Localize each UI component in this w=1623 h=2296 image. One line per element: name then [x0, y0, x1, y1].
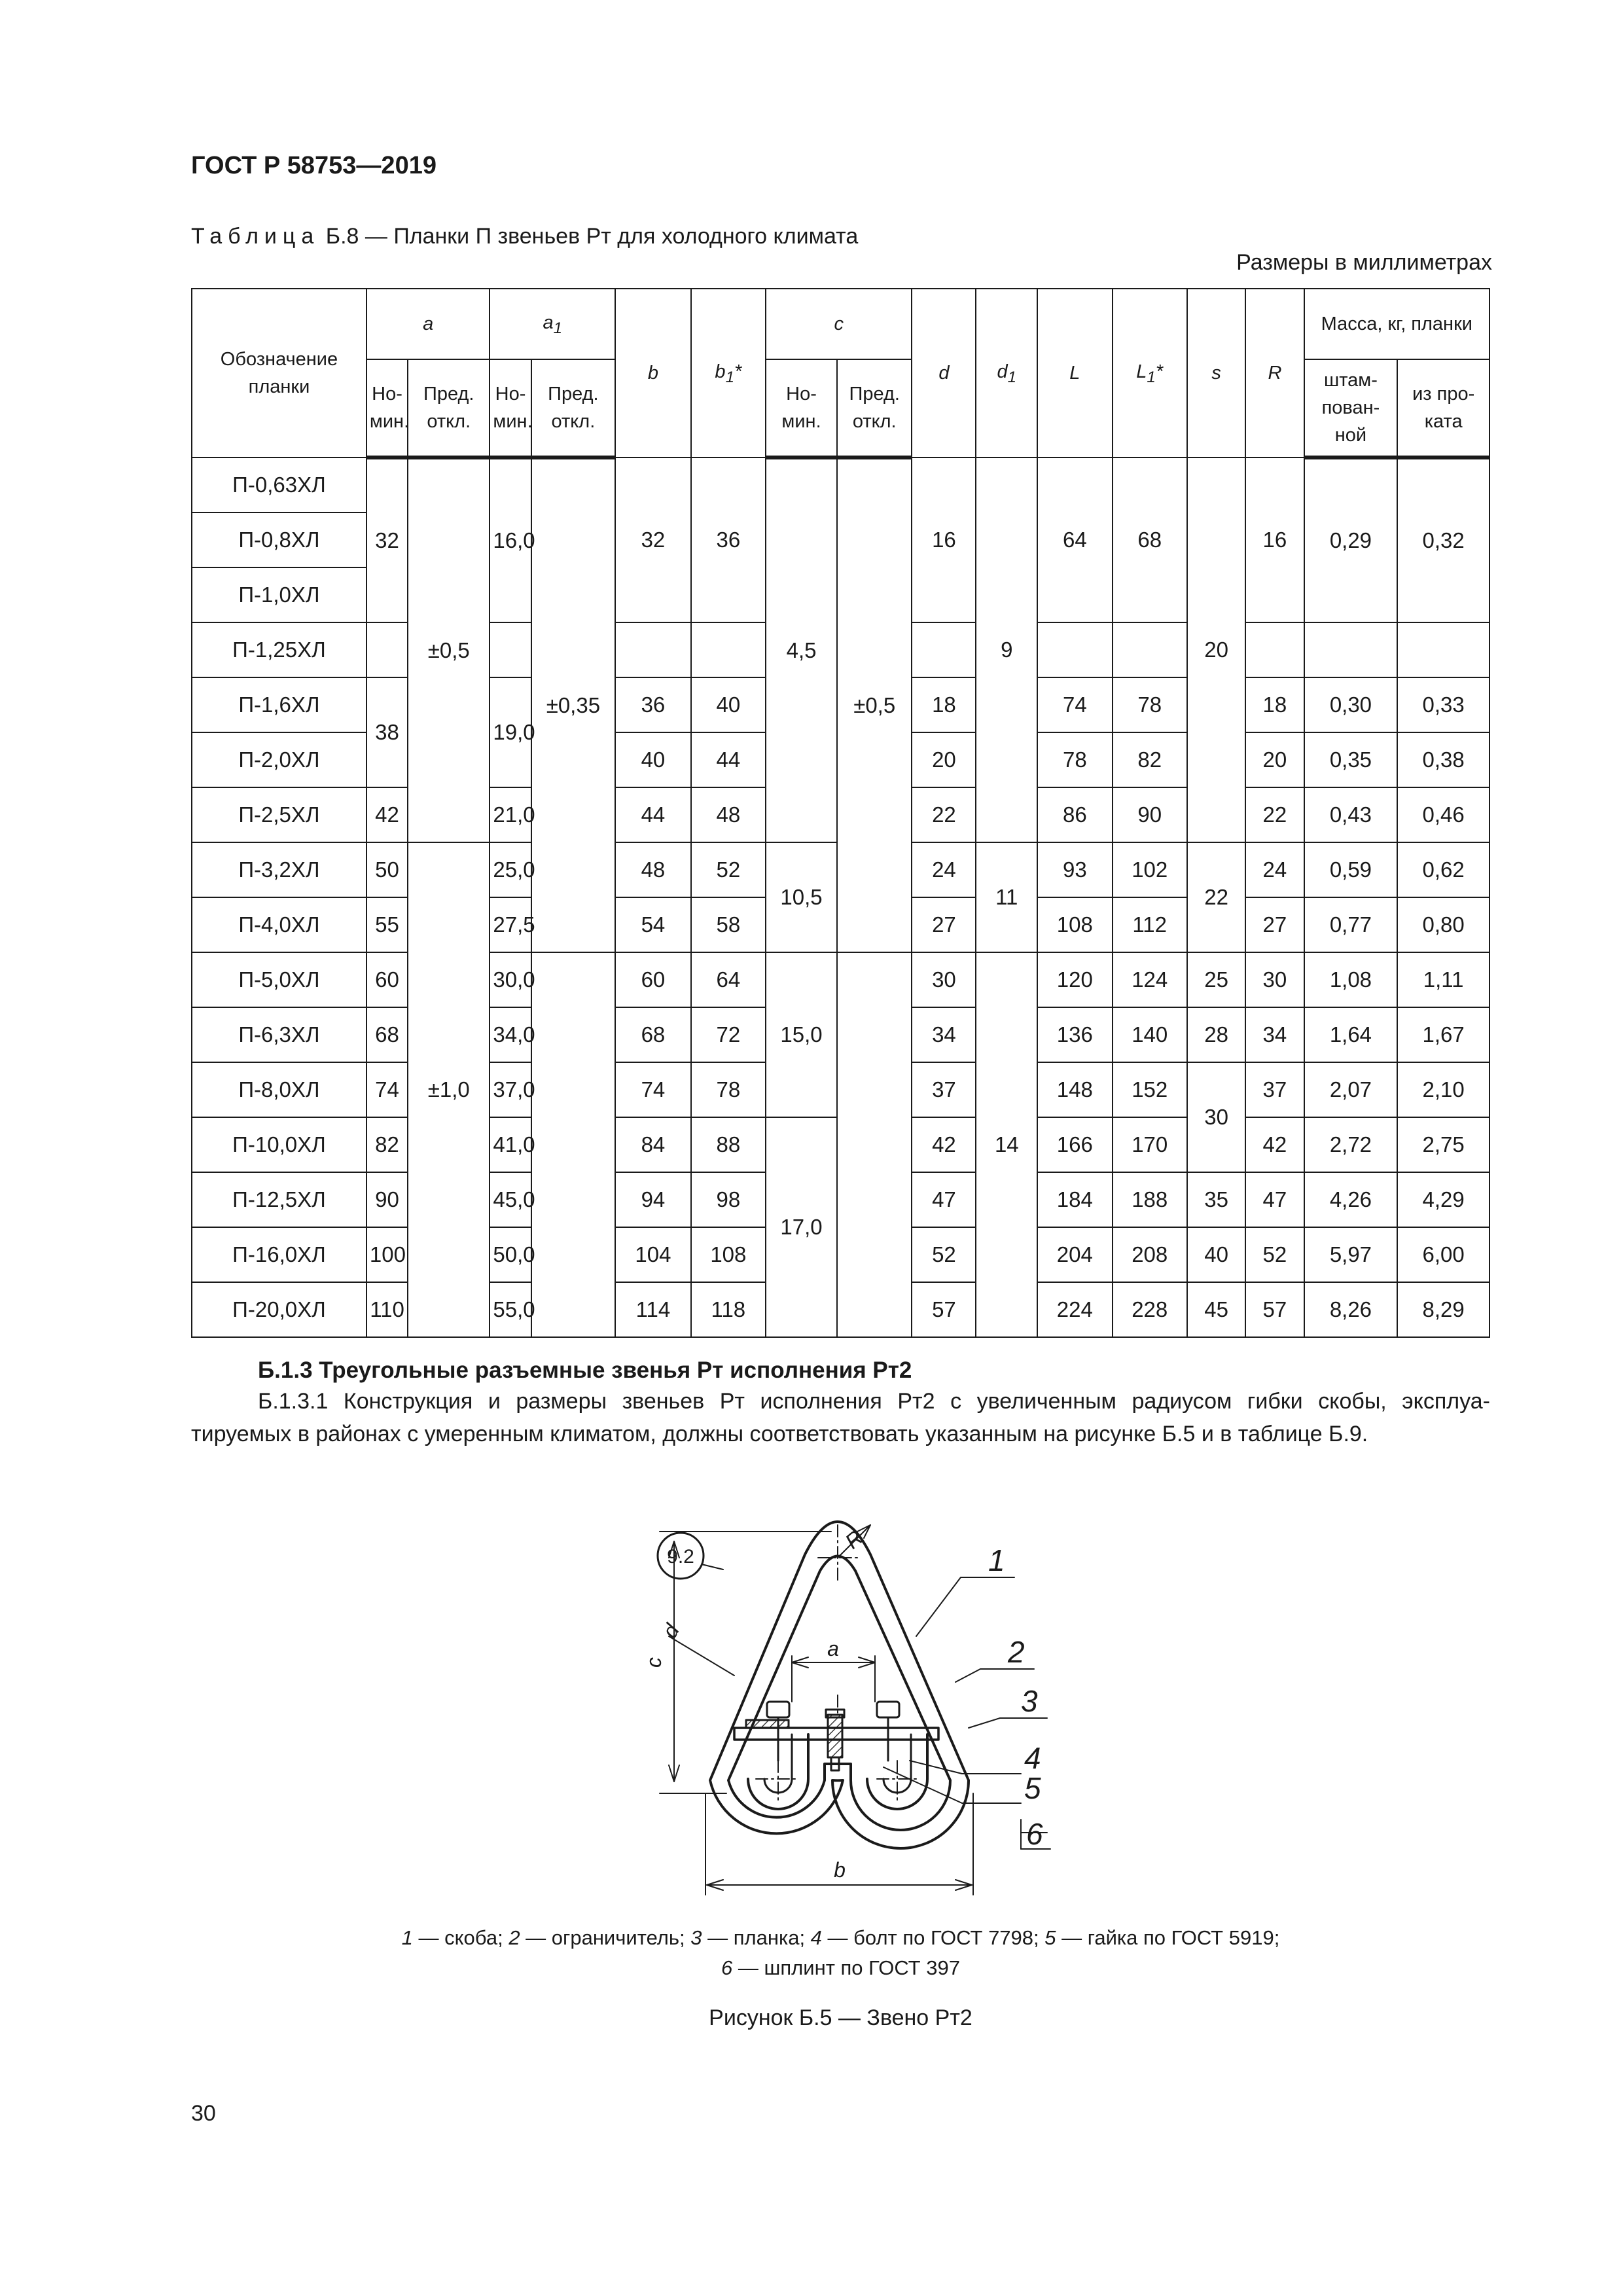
- table-cell: П-3,2ХЛ: [192, 842, 366, 897]
- table-cell: П-2,0ХЛ: [192, 732, 366, 787]
- table-cell: 40: [691, 677, 766, 732]
- table-cell: 5,97: [1304, 1227, 1398, 1282]
- table-cell: 112: [1113, 897, 1187, 952]
- table-cell: 88: [691, 1117, 766, 1172]
- table-cell: П-8,0ХЛ: [192, 1062, 366, 1117]
- table-cell: 102: [1113, 842, 1187, 897]
- table-cell: 34: [912, 1007, 976, 1062]
- table-cell: 30: [1245, 952, 1304, 1007]
- table-cell: 208: [1113, 1227, 1187, 1282]
- header-L: L: [1037, 289, 1112, 457]
- table-cell: 44: [615, 787, 690, 842]
- table-caption-prefix: Таблица: [191, 224, 320, 249]
- units-note: Размеры в миллиметрах: [1236, 250, 1492, 275]
- table-caption-title: Планки П звеньев Рт для холодного климата: [393, 224, 859, 249]
- table-cell: 82: [366, 1117, 408, 1172]
- table-cell: [837, 952, 912, 1337]
- table-cell: П-5,0ХЛ: [192, 952, 366, 1007]
- table-cell: 6,00: [1397, 1227, 1489, 1282]
- table-cell: 0,30: [1304, 677, 1398, 732]
- table-cell: 37: [1245, 1062, 1304, 1117]
- table-cell: 34: [1245, 1007, 1304, 1062]
- table-cell: 204: [1037, 1227, 1112, 1282]
- table-cell: П-12,5ХЛ: [192, 1172, 366, 1227]
- table-cell: 45,0: [490, 1172, 531, 1227]
- table-cell: 1,67: [1397, 1007, 1489, 1062]
- table-cell: 58: [691, 897, 766, 952]
- dim-R-label: R: [840, 1525, 868, 1554]
- section-paragraph: [191, 1385, 1490, 1450]
- table-caption: [191, 224, 858, 249]
- table-cell: П-1,25ХЛ: [192, 622, 366, 677]
- table-cell: 74: [1037, 677, 1112, 732]
- table-cell: 27: [1245, 897, 1304, 952]
- legend-num-2: 2: [508, 1926, 520, 1949]
- table-cell: 47: [1245, 1172, 1304, 1227]
- table-cell: 82: [1113, 732, 1187, 787]
- table-cell: 84: [615, 1117, 690, 1172]
- callout-4: 4: [1024, 1741, 1041, 1775]
- table-cell: 184: [1037, 1172, 1112, 1227]
- table-cell: 18: [912, 677, 976, 732]
- table-cell: 47: [912, 1172, 976, 1227]
- table-cell: 48: [691, 787, 766, 842]
- table-cell: 86: [1037, 787, 1112, 842]
- table-cell: 41,0: [490, 1117, 531, 1172]
- table-cell: 50,0: [490, 1227, 531, 1282]
- table-cell: 120: [1037, 952, 1112, 1007]
- legend-num-5: 5: [1044, 1926, 1056, 1949]
- table-cell: 28: [1187, 1007, 1245, 1062]
- table-cell: 24: [912, 842, 976, 897]
- table-caption-number: Б.8: [325, 224, 359, 249]
- table-cell: 170: [1113, 1117, 1187, 1172]
- table-cell: 104: [615, 1227, 690, 1282]
- header-d1: $d_1$: [976, 289, 1037, 457]
- nut-right: [877, 1702, 899, 1717]
- table-cell: 37,0: [490, 1062, 531, 1117]
- callout-6: 6: [1026, 1817, 1043, 1851]
- table-cell: 34,0: [490, 1007, 531, 1062]
- table-cell: 78: [1113, 677, 1187, 732]
- table-cell: 16: [912, 457, 976, 622]
- table-cell: 4,29: [1397, 1172, 1489, 1227]
- table-cell: 228: [1113, 1282, 1187, 1337]
- header-mass-rolled: из про-ката: [1397, 359, 1489, 457]
- table-cell: 30: [912, 952, 976, 1007]
- plates-table: [191, 288, 1490, 1338]
- table-cell: 4,26: [1304, 1172, 1398, 1227]
- table-cell: 0,33: [1397, 677, 1489, 732]
- table-cell: 0,35: [1304, 732, 1398, 787]
- table-cell: 152: [1113, 1062, 1187, 1117]
- table-cell: 42: [912, 1117, 976, 1172]
- header-c-nom: Но-мин.: [766, 359, 837, 457]
- table-cell: 35: [1187, 1172, 1245, 1227]
- callout-2: 2: [1008, 1635, 1025, 1669]
- header-c: c: [766, 289, 912, 359]
- paragraph-line-1: Б.1.3.1 Конструкция и размеры звеньев Рт исполнения Рт2 с увеличенным радиусом гибки скобы, эксплуа-: [258, 1389, 1490, 1414]
- header-a: a: [366, 289, 490, 359]
- table-cell: 1,08: [1304, 952, 1398, 1007]
- table-cell: 98: [691, 1172, 766, 1227]
- table-cell: 1,11: [1397, 952, 1489, 1007]
- table-cell: 16: [1245, 457, 1304, 622]
- table-cell: П-6,3ХЛ: [192, 1007, 366, 1062]
- legend-num-1: 1: [401, 1926, 413, 1949]
- table-cell: 8,26: [1304, 1282, 1398, 1337]
- table-cell: 0,80: [1397, 897, 1489, 952]
- table-cell: 19,0: [490, 677, 531, 787]
- table-cell: 38: [366, 677, 408, 787]
- header-designation: Обозначение планки: [192, 289, 366, 457]
- table-cell: П-16,0ХЛ: [192, 1227, 366, 1282]
- dim-c-label: c: [642, 1657, 666, 1668]
- callout-1: 1: [988, 1543, 1005, 1577]
- table-cell: 17,0: [766, 1117, 837, 1337]
- header-a1-tol: Пред. откл.: [531, 359, 616, 457]
- table-cell: П-1,0ХЛ: [192, 567, 366, 622]
- table-cell: 2,72: [1304, 1117, 1398, 1172]
- table-cell: 60: [366, 952, 408, 1007]
- table-cell: 52: [1245, 1227, 1304, 1282]
- table-cell: 68: [615, 1007, 690, 1062]
- legend-text-1: — скоба;: [412, 1926, 509, 1949]
- header-mass: Масса, кг, планки: [1304, 289, 1489, 359]
- table-cell: П-2,5ХЛ: [192, 787, 366, 842]
- table-cell: 224: [1037, 1282, 1112, 1337]
- table-cell: 20: [1245, 732, 1304, 787]
- table-cell: 25,0: [490, 842, 531, 897]
- table-cell: П-4,0ХЛ: [192, 897, 366, 952]
- dim-d-line: [669, 1636, 734, 1676]
- table-cell: 52: [912, 1227, 976, 1282]
- document-header: ГОСТ Р 58753—2019: [191, 152, 437, 179]
- header-b: b: [615, 289, 690, 457]
- table-cell: 22: [1187, 842, 1245, 952]
- table-cell: 11: [976, 842, 1037, 952]
- table-cell: 124: [1113, 952, 1187, 1007]
- table-cell: 136: [1037, 1007, 1112, 1062]
- table-cell: 64: [1037, 457, 1112, 622]
- table-cell: [531, 952, 616, 1337]
- table-cell: 55,0: [490, 1282, 531, 1337]
- legend-num-6: 6: [721, 1956, 733, 1979]
- table-cell: 8,29: [1397, 1282, 1489, 1337]
- table-cell: 27: [912, 897, 976, 952]
- dim-d-label: d: [657, 1620, 684, 1642]
- table-cell: 20: [1187, 457, 1245, 842]
- table-cell: 44: [691, 732, 766, 787]
- table-cell: [1304, 622, 1398, 677]
- paragraph-line-2: тируемых в районах с умеренным климатом, должны соответствовать указанным на рисунке Б.5 и в таблице Б.9.: [191, 1422, 1368, 1446]
- table-cell: 0,29: [1304, 457, 1398, 622]
- header-R: R: [1245, 289, 1304, 457]
- table-cell: 94: [615, 1172, 690, 1227]
- dim-a-label: a: [827, 1637, 839, 1660]
- table-cell: 20: [912, 732, 976, 787]
- table-cell: [1245, 622, 1304, 677]
- table-cell: 78: [691, 1062, 766, 1117]
- legend-num-3: 3: [690, 1926, 702, 1949]
- table-cell: 50: [366, 842, 408, 897]
- table-cell: 14: [976, 952, 1037, 1337]
- header-s: s: [1187, 289, 1245, 457]
- table-cell: 30: [1187, 1062, 1245, 1172]
- table-cell: 110: [366, 1282, 408, 1337]
- table-cell: ±1,0: [408, 842, 490, 1337]
- table-caption-dash: —: [365, 224, 387, 249]
- table-cell: 68: [366, 1007, 408, 1062]
- table-cell: 100: [366, 1227, 408, 1282]
- table-cell: 64: [691, 952, 766, 1007]
- table-cell: 0,32: [1397, 457, 1489, 622]
- callout-3: 3: [1021, 1684, 1038, 1718]
- table-cell: [366, 622, 408, 677]
- table-cell: [1397, 622, 1489, 677]
- figure-legend: [191, 1923, 1490, 1983]
- table-cell: [912, 622, 976, 677]
- table-cell: 60: [615, 952, 690, 1007]
- table-cell: 140: [1113, 1007, 1187, 1062]
- legend-text-2: — ограничитель;: [520, 1926, 691, 1949]
- table-cell: 22: [912, 787, 976, 842]
- table-cell: 22: [1245, 787, 1304, 842]
- table-cell: 0,43: [1304, 787, 1398, 842]
- table-cell: 188: [1113, 1172, 1187, 1227]
- table-cell: 42: [366, 787, 408, 842]
- table-cell: [1037, 622, 1112, 677]
- table-cell: 74: [615, 1062, 690, 1117]
- table-cell: 166: [1037, 1117, 1112, 1172]
- table-cell: 57: [1245, 1282, 1304, 1337]
- nut-left: [767, 1702, 789, 1717]
- table-cell: 108: [691, 1227, 766, 1282]
- legend-text-3: — планка;: [702, 1926, 811, 1949]
- table-cell: 54: [615, 897, 690, 952]
- header-a1: $a_1$: [490, 289, 615, 359]
- table-cell: 42: [1245, 1117, 1304, 1172]
- section-title: Б.1.3 Треугольные разъемные звенья Рт исполнения Рт2: [258, 1357, 912, 1383]
- table-cell: 74: [366, 1062, 408, 1117]
- table-cell: 0,77: [1304, 897, 1398, 952]
- figure-rt2-link: [589, 1466, 1093, 1924]
- table-cell: 78: [1037, 732, 1112, 787]
- legend-num-4: 4: [810, 1926, 822, 1949]
- limiter: [746, 1720, 789, 1728]
- table-cell: 2,75: [1397, 1117, 1489, 1172]
- table-cell: 2,10: [1397, 1062, 1489, 1117]
- table-cell: П-1,6ХЛ: [192, 677, 366, 732]
- table-cell: 36: [691, 457, 766, 622]
- table-cell: 21,0: [490, 787, 531, 842]
- table-cell: 108: [1037, 897, 1112, 952]
- table-cell: 57: [912, 1282, 976, 1337]
- header-d: d: [912, 289, 976, 457]
- table-cell: [615, 622, 690, 677]
- table-cell: 25: [1187, 952, 1245, 1007]
- table-cell: 40: [1187, 1227, 1245, 1282]
- table-cell: [691, 622, 766, 677]
- table-cell: 30,0: [490, 952, 531, 1007]
- header-a1-nom: Но-мин.: [490, 359, 531, 457]
- legend-text-4: — болт по ГОСТ 7798;: [821, 1926, 1045, 1949]
- table-cell: 90: [1113, 787, 1187, 842]
- callout-ref-label: 9.2: [667, 1546, 694, 1568]
- table-cell: 48: [615, 842, 690, 897]
- table-cell: П-20,0ХЛ: [192, 1282, 366, 1337]
- shackle-outer-contour: [710, 1522, 969, 1848]
- legend-text-6: — шплинт по ГОСТ 397: [732, 1956, 960, 1979]
- bolt-body: [828, 1715, 842, 1757]
- table-cell: 114: [615, 1282, 690, 1337]
- table-cell: 4,5: [766, 457, 837, 842]
- table-cell: 32: [366, 457, 408, 622]
- table-cell: 90: [366, 1172, 408, 1227]
- header-a-nom: Но-мин.: [366, 359, 408, 457]
- table-cell: 40: [615, 732, 690, 787]
- table-cell: 68: [1113, 457, 1187, 622]
- header-L1: $L_1*$: [1113, 289, 1187, 457]
- table-cell: 52: [691, 842, 766, 897]
- table-cell: 18: [1245, 677, 1304, 732]
- table-cell: 15,0: [766, 952, 837, 1117]
- table-cell: 0,62: [1397, 842, 1489, 897]
- table-cell: 118: [691, 1282, 766, 1337]
- table-cell: П-10,0ХЛ: [192, 1117, 366, 1172]
- table-cell: 55: [366, 897, 408, 952]
- table-cell: 93: [1037, 842, 1112, 897]
- header-a-tol: Пред. откл.: [408, 359, 490, 457]
- table-cell: 37: [912, 1062, 976, 1117]
- table-cell: 0,59: [1304, 842, 1398, 897]
- table-cell: 32: [615, 457, 690, 622]
- dim-b-label: b: [834, 1858, 846, 1882]
- header-b1: $b_1*$: [691, 289, 766, 457]
- table-cell: [1113, 622, 1187, 677]
- table-cell: ±0,5: [408, 457, 490, 842]
- table-cell: 45: [1187, 1282, 1245, 1337]
- table-cell: 0,38: [1397, 732, 1489, 787]
- page-number: 30: [191, 2101, 216, 2126]
- table-cell: ±0,5: [837, 457, 912, 952]
- table-cell: 1,64: [1304, 1007, 1398, 1062]
- legend-text-5: — гайка по ГОСТ 5919;: [1056, 1926, 1280, 1949]
- callout-5: 5: [1024, 1771, 1041, 1805]
- table-cell: 9: [976, 457, 1037, 842]
- table-cell: 36: [615, 677, 690, 732]
- table-cell: ±0,35: [531, 457, 616, 952]
- table-cell: 0,46: [1397, 787, 1489, 842]
- table-cell: 2,07: [1304, 1062, 1398, 1117]
- table-cell: П-0,8ХЛ: [192, 512, 366, 567]
- table-cell: 10,5: [766, 842, 837, 952]
- table-cell: 16,0: [490, 457, 531, 622]
- table-cell: П-0,63ХЛ: [192, 457, 366, 512]
- header-mass-stamped: штам-пован-ной: [1304, 359, 1398, 457]
- table-cell: [490, 622, 531, 677]
- table-cell: 72: [691, 1007, 766, 1062]
- figure-caption: Рисунок Б.5 — Звено Рт2: [709, 2005, 972, 2030]
- table-cell: 27,5: [490, 897, 531, 952]
- table-cell: 24: [1245, 842, 1304, 897]
- table-cell: 148: [1037, 1062, 1112, 1117]
- header-c-tol: Пред. откл.: [837, 359, 912, 457]
